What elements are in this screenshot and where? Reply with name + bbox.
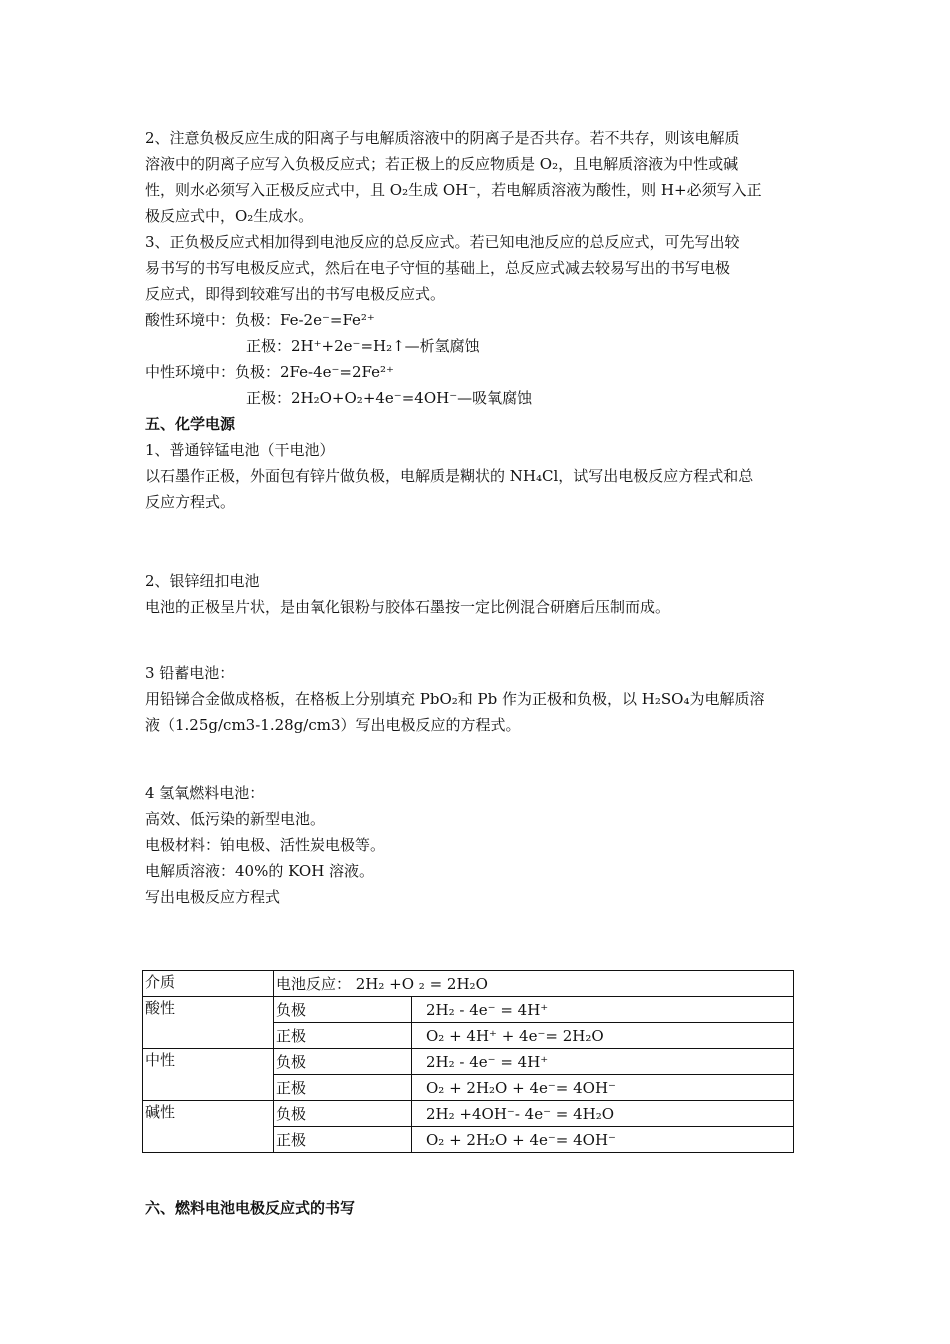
electrode-cell: 负极 [274,997,412,1023]
table-header-row [143,971,794,997]
battery4-line-3: 电解质溶液：40%的 KOH 溶液。 [145,862,375,880]
equation-cell: 2H₂ - 4e⁻ = 4H⁺ [412,1049,794,1075]
rule2-line-3: 性，则水必须写入正极反应式中，且 O₂生成 OH⁻，若电解质溶液为酸性，则 H+必须写入正 [145,181,762,199]
electrode-cell: 正极 [274,1075,412,1101]
document-body [145,125,810,910]
rule2-line-2: 溶液中的阴离子应写入负极反应式；若正极上的反应物质是 O₂，且电解质溶液为中性或碱 [145,155,739,173]
section5-heading: 五、化学电源 [145,415,236,433]
battery3-line-2: 液（1.25g/cm3-1.28g/cm3）写出电极反应的方程式。 [145,716,521,734]
rule3-line-3: 反应式，即得到较难写出的书写电极反应式。 [145,285,446,303]
rule3-line-1: 3、正负极反应式相加得到电池反应的总反应式。若已知电池反应的总反应式，可先写出较 [145,233,740,251]
equation-cell: 2H₂ - 4e⁻ = 4H⁺ [412,997,794,1023]
battery3-title: 3 铅蓄电池： [145,664,235,682]
electrode-cell: 正极 [274,1023,412,1049]
table-row [143,997,794,1023]
battery4-title: 4 氢氧燃料电池： [145,784,265,802]
neutral-corrosion-positive: 正极：2H₂O+O₂+4e⁻=4OH⁻—吸氧腐蚀 [246,389,533,407]
equation-cell: O₂ + 4H⁺ + 4e⁻= 2H₂O [412,1023,794,1049]
battery2-text: 电池的正极呈片状，是由氧化银粉与胶体石墨按一定比例混合研磨后压制而成。 [145,598,671,616]
battery1-line-1: 以石墨作正极，外面包有锌片做负极，电解质是糊状的 NH₄Cl，试写出电极反应方程式和总 [145,467,754,485]
battery3-line-1: 用铅锑合金做成格板，在格板上分别填充 PbO₂和 Pb 作为正极和负极，以 H₂SO₄为电解质溶 [145,690,765,708]
section6-heading: 六、燃料电池电极反应式的书写 [145,1199,356,1217]
electrode-cell: 正极 [274,1127,412,1153]
battery2-title: 2、银锌纽扣电池 [145,572,260,590]
rule3-line-2: 易书写的书写电极反应式，然后在电子守恒的基础上，总反应式减去较易写出的书写电极 [145,259,731,277]
neutral-corrosion-negative: 中性环境中：负极：2Fe-4e⁻=2Fe²⁺ [145,363,394,381]
equation-cell: O₂ + 2H₂O + 4e⁻= 4OH⁻ [412,1127,794,1153]
battery4-line-1: 高效、低污染的新型电池。 [145,810,326,828]
battery1-line-2: 反应方程式。 [145,493,236,511]
acid-corrosion-positive: 正极：2H⁺+2e⁻=H₂↑—析氢腐蚀 [246,337,480,355]
medium-alkaline: 碱性 [143,1101,274,1153]
equation-cell: O₂ + 2H₂O + 4e⁻= 4OH⁻ [412,1075,794,1101]
fuel-cell-table [142,970,794,1153]
medium-neutral: 中性 [143,1049,274,1101]
battery4-line-4: 写出电极反应方程式 [145,888,281,906]
battery4-line-2: 电极材料：铂电极、活性炭电极等。 [145,836,386,854]
header-reaction: 电池反应： 2H₂ +O ₂ = 2H₂O [274,971,794,997]
rule2-line-1: 2、注意负极反应生成的阳离子与电解质溶液中的阴离子是否共存。若不共存，则该电解质 [145,129,740,147]
header-medium: 介质 [143,971,274,997]
rule2-line-4: 极反应式中，O₂生成水。 [145,207,314,225]
table-row [143,1101,794,1127]
electrode-cell: 负极 [274,1049,412,1075]
medium-acid: 酸性 [143,997,274,1049]
battery1-title: 1、普通锌锰电池（干电池） [145,441,335,459]
equation-cell: 2H₂ +4OH⁻- 4e⁻ = 4H₂O [412,1101,794,1127]
electrode-cell: 负极 [274,1101,412,1127]
table-row [143,1049,794,1075]
acid-corrosion-negative: 酸性环境中：负极：Fe-2e⁻=Fe²⁺ [145,311,375,329]
